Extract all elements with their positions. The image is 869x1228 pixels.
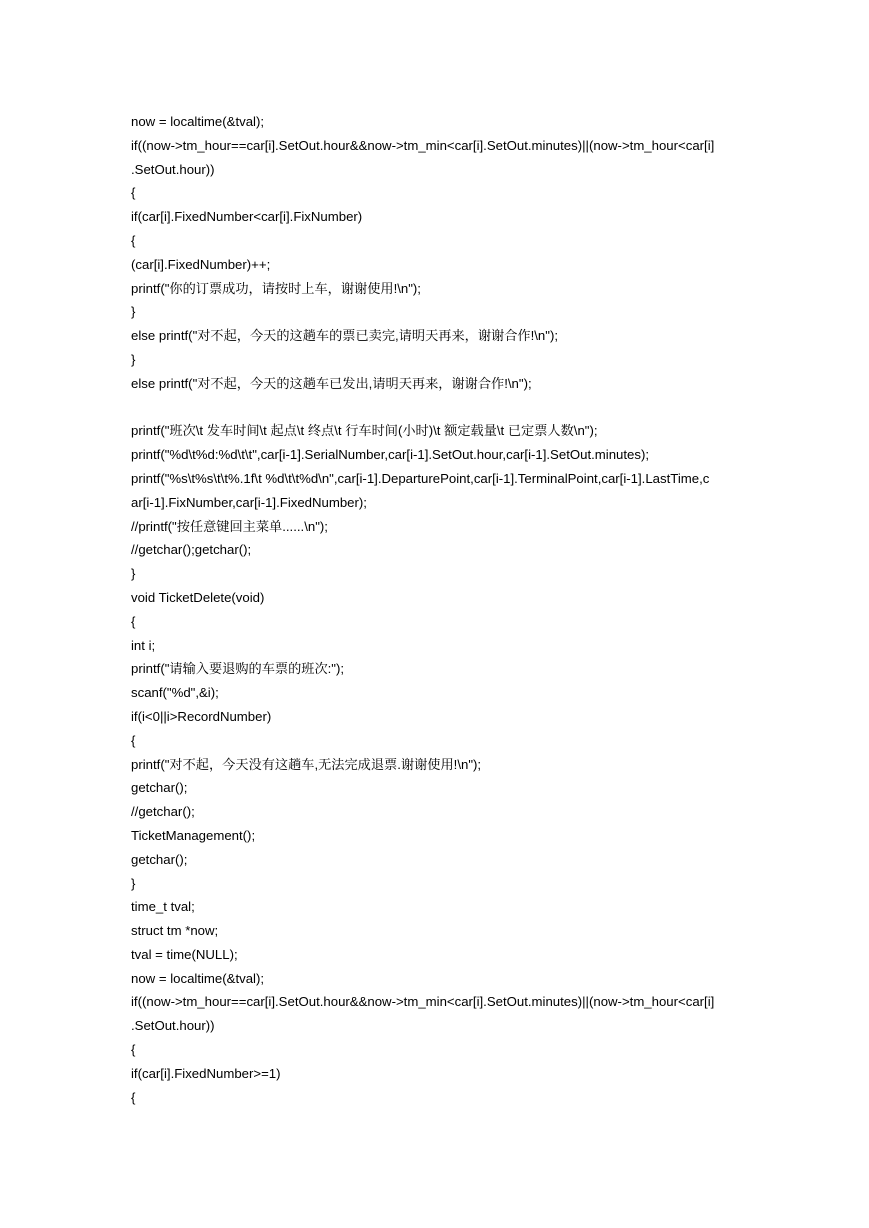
- code-line: {: [131, 1042, 136, 1058]
- code-line: else printf("对不起，今天的这趟车的票已卖完,请明天再来，谢谢合作!\n");: [131, 328, 558, 344]
- code-line: now = localtime(&tval);: [131, 970, 265, 986]
- code-line: void TicketDelete(void): [131, 589, 265, 605]
- code-line: printf("班次\t 发车时间\t 起点\t 终点\t 行车时间(小时)\t 额定载量\t 已定票人数\n");: [131, 423, 598, 439]
- code-line: time_t tval;: [131, 899, 195, 915]
- code-line: }: [131, 304, 136, 320]
- code-line: if((now->tm_hour==car[i].SetOut.hour&&now->tm_min<car[i].SetOut.minutes)||(now->tm_hour<car[i]: [131, 994, 715, 1010]
- code-line: //getchar();getchar();: [131, 542, 252, 558]
- code-line: now = localtime(&tval);: [131, 114, 265, 129]
- code-line: printf("请输入要退购的车票的班次:");: [131, 661, 345, 677]
- code-line: ar[i-1].FixNumber,car[i-1].FixedNumber);: [131, 494, 367, 510]
- code-line: scanf("%d",&i);: [131, 685, 219, 701]
- code-line: {: [131, 732, 136, 748]
- code-line: }: [131, 351, 136, 367]
- code-line: if((now->tm_hour==car[i].SetOut.hour&&now->tm_min<car[i].SetOut.minutes)||(now->tm_hour<car[i]: [131, 137, 715, 153]
- code-line: {: [131, 185, 136, 201]
- code-line: printf("%d\t%d:%d\t\t",car[i-1].SerialNumber,car[i-1].SetOut.hour,car[i-1].SetOut.minutes);: [131, 447, 650, 463]
- code-line: (car[i].FixedNumber)++;: [131, 256, 271, 272]
- code-line: //printf("按任意键回主菜单......\n");: [131, 518, 328, 534]
- code-line: int i;: [131, 637, 156, 653]
- code-line: .SetOut.hour)): [131, 1018, 215, 1034]
- code-line: printf("对不起，今天没有这趟车,无法完成退票.谢谢使用!\n");: [131, 756, 482, 772]
- code-line: if(car[i].FixedNumber<car[i].FixNumber): [131, 209, 363, 225]
- code-line: tval = time(NULL);: [131, 946, 238, 962]
- code-line: [131, 396, 751, 420]
- code-listing: [131, 110, 751, 1109]
- code-line: getchar();: [131, 851, 188, 867]
- code-line: printf("%s\t%s\t\t%.1f\t %d\t\t%d\n",car[i-1].DeparturePoint,car[i-1].TerminalPoint,car[i-1].LastTime,c: [131, 470, 710, 486]
- code-line: if(car[i].FixedNumber>=1): [131, 1065, 281, 1081]
- code-line: struct tm *now;: [131, 923, 219, 939]
- code-line: {: [131, 1089, 136, 1105]
- code-line: if(i<0||i>RecordNumber): [131, 708, 272, 724]
- code-line: {: [131, 232, 136, 248]
- code-line: }: [131, 875, 136, 891]
- code-line: .SetOut.hour)): [131, 161, 215, 177]
- code-line: //getchar();: [131, 804, 195, 820]
- code-line: }: [131, 566, 136, 582]
- code-line: getchar();: [131, 780, 188, 796]
- code-line: printf("你的订票成功，请按时上车，谢谢使用!\n");: [131, 280, 421, 296]
- code-line: else printf("对不起，今天的这趟车已发出,请明天再来，谢谢合作!\n");: [131, 375, 532, 391]
- code-line: {: [131, 613, 136, 629]
- code-line: TicketManagement();: [131, 827, 256, 843]
